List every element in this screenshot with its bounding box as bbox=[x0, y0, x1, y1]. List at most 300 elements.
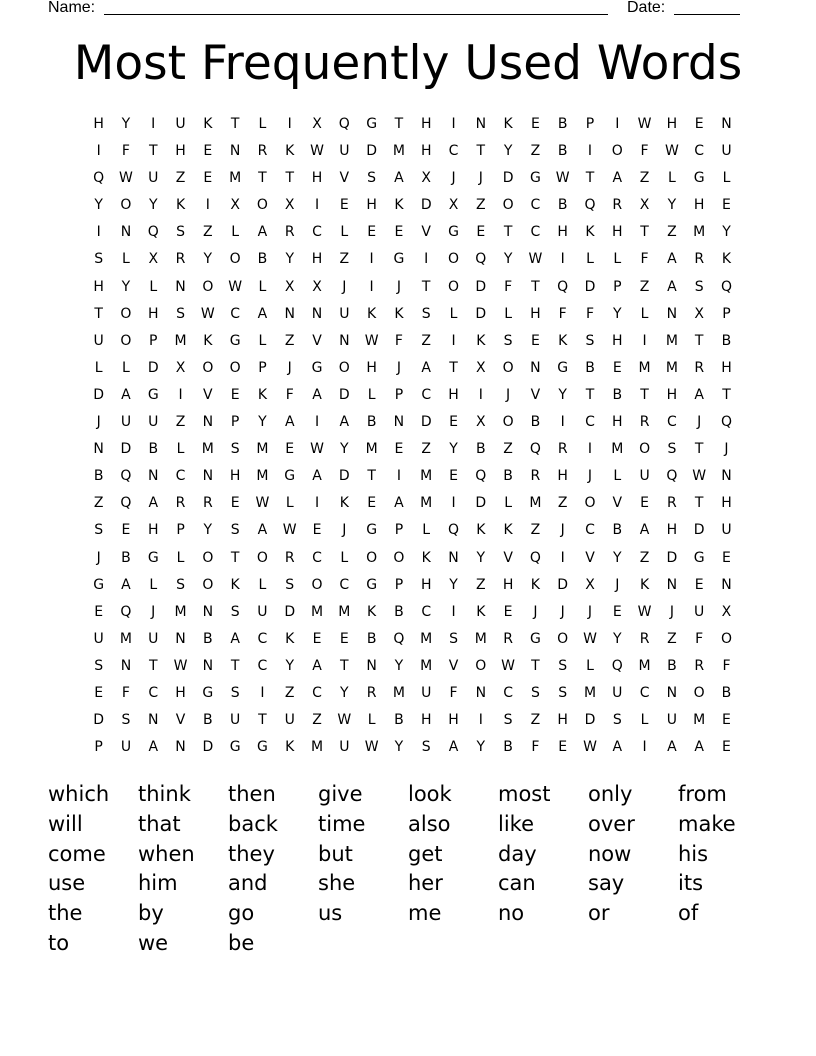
grid-letter: Y bbox=[449, 576, 458, 593]
grid-letter: E bbox=[339, 197, 349, 214]
grid-letter: H bbox=[502, 576, 514, 593]
grid-letter: G bbox=[557, 359, 569, 376]
word-list-item: over bbox=[588, 811, 635, 836]
grid-letter: C bbox=[585, 522, 595, 539]
grid-letter: U bbox=[257, 603, 268, 620]
grid-letter: G bbox=[366, 576, 378, 593]
grid-letter: S bbox=[421, 305, 431, 322]
grid-letter: B bbox=[612, 522, 623, 539]
grid-letter: Y bbox=[613, 549, 622, 566]
grid-letter: U bbox=[339, 739, 350, 756]
grid-letter: E bbox=[694, 116, 704, 132]
grid-letter: O bbox=[120, 197, 132, 214]
grid-letter: L bbox=[504, 305, 512, 322]
grid-letter: J bbox=[560, 603, 565, 620]
grid-letter: T bbox=[94, 305, 103, 322]
grid-letter: D bbox=[93, 386, 105, 403]
grid-letter: U bbox=[666, 712, 677, 729]
grid-letter: B bbox=[366, 630, 377, 647]
grid-letter: J bbox=[342, 278, 347, 295]
grid-letter: Q bbox=[529, 549, 541, 566]
grid-letter: E bbox=[503, 603, 513, 620]
grid-letter: X bbox=[230, 197, 240, 214]
grid-letter: N bbox=[284, 305, 295, 322]
grid-letter: U bbox=[148, 630, 159, 647]
grid-letter: X bbox=[476, 359, 486, 376]
grid-letter: C bbox=[530, 224, 541, 241]
grid-letter: W bbox=[173, 657, 188, 674]
grid-letter: F bbox=[585, 305, 595, 322]
grid-letter: X bbox=[312, 278, 322, 295]
grid-letter: O bbox=[475, 657, 487, 674]
grid-letter: H bbox=[557, 224, 568, 241]
grid-letter: I bbox=[205, 197, 210, 214]
word-list-item: get bbox=[408, 841, 443, 866]
grid-letter: W bbox=[664, 143, 679, 160]
grid-letter: I bbox=[451, 603, 456, 620]
grid-letter: Y bbox=[285, 657, 294, 674]
grid-letter: K bbox=[203, 332, 213, 349]
grid-letter: K bbox=[230, 576, 240, 593]
grid-letter: O bbox=[202, 359, 214, 376]
grid-letter: C bbox=[312, 224, 322, 241]
grid-letter: Z bbox=[175, 170, 186, 187]
grid-letter: I bbox=[478, 386, 483, 403]
grid-letter: Q bbox=[147, 224, 159, 241]
grid-letter: P bbox=[394, 576, 404, 593]
grid-letter: B bbox=[366, 414, 377, 431]
grid-letter: M bbox=[420, 657, 433, 674]
grid-letter: B bbox=[721, 684, 732, 701]
grid-letter: A bbox=[148, 739, 159, 756]
word-list-item: but bbox=[318, 841, 353, 866]
grid-letter: W bbox=[583, 739, 597, 756]
grid-letter: M bbox=[201, 441, 214, 458]
grid-letter: W bbox=[310, 441, 324, 458]
grid-letter: Y bbox=[121, 278, 131, 295]
grid-letter: X bbox=[284, 278, 295, 295]
grid-letter: K bbox=[585, 224, 595, 241]
grid-letter: Z bbox=[530, 522, 541, 539]
grid-letter: G bbox=[393, 251, 405, 268]
grid-letter: N bbox=[448, 549, 459, 566]
grid-letter: A bbox=[312, 657, 322, 674]
grid-letter: M bbox=[256, 441, 269, 458]
grid-letter: E bbox=[203, 143, 213, 160]
grid-letter: M bbox=[229, 170, 242, 187]
grid-letter: T bbox=[694, 332, 704, 349]
grid-letter: E bbox=[558, 739, 568, 756]
grid-letter: B bbox=[394, 603, 404, 620]
grid-letter: O bbox=[720, 630, 732, 647]
grid-letter: S bbox=[558, 684, 568, 701]
grid-letter: H bbox=[229, 468, 241, 485]
grid-letter: M bbox=[665, 359, 678, 376]
grid-letter: S bbox=[230, 441, 240, 458]
grid-letter: V bbox=[339, 170, 350, 187]
grid-letter: Q bbox=[393, 630, 405, 647]
grid-letter: J bbox=[96, 414, 101, 431]
grid-letter: D bbox=[475, 278, 487, 295]
grid-letter: D bbox=[147, 359, 159, 376]
word-list-item: give bbox=[318, 782, 363, 806]
grid-letter: J bbox=[697, 414, 702, 431]
word-list-item: then bbox=[228, 782, 276, 806]
grid-letter: O bbox=[120, 332, 132, 349]
grid-letter: D bbox=[475, 305, 487, 322]
grid-letter: C bbox=[639, 684, 650, 701]
grid-letter: Z bbox=[667, 224, 677, 241]
grid-letter: T bbox=[585, 386, 595, 403]
grid-letter: J bbox=[151, 603, 156, 620]
grid-letter: T bbox=[148, 657, 158, 674]
grid-letter: A bbox=[694, 386, 704, 403]
grid-letter: L bbox=[586, 251, 594, 268]
grid-letter: Q bbox=[584, 197, 596, 214]
grid-letter: O bbox=[693, 684, 705, 701]
grid-letter: S bbox=[94, 657, 104, 674]
grid-letter: Y bbox=[613, 630, 622, 647]
grid-letter: E bbox=[640, 495, 650, 512]
grid-letter: N bbox=[202, 603, 214, 620]
grid-letter: A bbox=[148, 495, 159, 512]
grid-letter: S bbox=[421, 739, 431, 756]
grid-letter: E bbox=[121, 522, 131, 539]
grid-letter: Y bbox=[394, 657, 404, 674]
date-field-line[interactable] bbox=[674, 14, 740, 15]
grid-letter: E bbox=[230, 386, 240, 403]
grid-letter: H bbox=[175, 143, 186, 160]
grid-letter: O bbox=[202, 576, 214, 593]
grid-letter: Y bbox=[476, 739, 486, 756]
grid-letter: B bbox=[503, 739, 513, 756]
grid-letter: W bbox=[200, 305, 215, 322]
grid-letter: I bbox=[615, 116, 620, 132]
grid-letter: M bbox=[420, 468, 433, 485]
grid-letter: P bbox=[230, 414, 240, 431]
grid-letter: J bbox=[451, 170, 456, 187]
grid-letter: W bbox=[501, 657, 516, 674]
grid-letter: J bbox=[478, 170, 483, 187]
grid-letter: E bbox=[367, 224, 377, 241]
grid-letter: H bbox=[420, 116, 432, 132]
word-list-item: us bbox=[318, 901, 343, 926]
grid-letter: L bbox=[258, 332, 267, 349]
grid-letter: O bbox=[393, 549, 405, 566]
grid-letter: A bbox=[121, 386, 131, 403]
grid-letter: Z bbox=[639, 549, 650, 566]
grid-letter: O bbox=[202, 549, 214, 566]
grid-letter: T bbox=[640, 224, 649, 241]
grid-letter: G bbox=[693, 170, 705, 187]
grid-letter: H bbox=[311, 170, 323, 187]
grid-letter: P bbox=[394, 386, 404, 403]
grid-letter: L bbox=[613, 251, 622, 268]
grid-letter: O bbox=[447, 278, 460, 295]
grid-letter: L bbox=[586, 657, 594, 674]
grid-letter: O bbox=[502, 359, 514, 376]
grid-letter: T bbox=[694, 441, 704, 458]
grid-letter: M bbox=[392, 143, 405, 160]
grid-letter: R bbox=[694, 657, 705, 674]
word-list-item: of bbox=[678, 901, 699, 926]
grid-letter: F bbox=[640, 251, 649, 268]
grid-letter: O bbox=[338, 359, 350, 376]
grid-letter: N bbox=[148, 468, 159, 485]
grid-letter: K bbox=[721, 251, 732, 268]
grid-letter: J bbox=[587, 603, 593, 620]
grid-letter: H bbox=[366, 359, 377, 376]
grid-letter: Z bbox=[339, 251, 350, 268]
grid-letter: V bbox=[175, 712, 186, 729]
grid-letter: Q bbox=[611, 657, 623, 674]
grid-letter: G bbox=[693, 549, 705, 566]
grid-letter: X bbox=[284, 197, 295, 214]
grid-letter: S bbox=[585, 332, 595, 349]
grid-letter: Z bbox=[93, 495, 104, 512]
grid-letter: R bbox=[667, 495, 677, 512]
grid-letter: D bbox=[475, 495, 487, 512]
grid-letter: Y bbox=[94, 197, 103, 214]
grid-letter: R bbox=[612, 197, 623, 214]
grid-letter: A bbox=[639, 522, 650, 539]
grid-letter: R bbox=[366, 684, 377, 701]
grid-letter: Z bbox=[667, 630, 677, 647]
grid-letter: L bbox=[231, 224, 240, 241]
grid-letter: L bbox=[367, 386, 376, 403]
grid-letter: K bbox=[285, 630, 295, 647]
word-list-item: or bbox=[588, 901, 610, 926]
grid-letter: D bbox=[366, 143, 377, 160]
grid-letter: S bbox=[694, 278, 704, 295]
grid-letter: Z bbox=[421, 332, 431, 349]
grid-letter: S bbox=[176, 305, 185, 322]
grid-letter: H bbox=[557, 468, 568, 485]
grid-letter: N bbox=[120, 657, 132, 674]
grid-letter: R bbox=[694, 251, 705, 268]
grid-letter: E bbox=[449, 468, 458, 485]
grid-letter: V bbox=[203, 386, 213, 403]
grid-letter: Y bbox=[340, 441, 349, 458]
grid-letter: C bbox=[312, 549, 322, 566]
grid-letter: F bbox=[695, 630, 704, 647]
grid-letter: K bbox=[503, 522, 513, 539]
grid-letter: M bbox=[474, 630, 487, 647]
grid-letter: B bbox=[394, 712, 404, 729]
grid-letter: J bbox=[96, 549, 101, 566]
grid-letter: L bbox=[422, 522, 431, 539]
grid-letter: P bbox=[394, 522, 404, 539]
grid-letter: O bbox=[611, 143, 623, 160]
grid-letter: X bbox=[694, 305, 704, 322]
name-field-line[interactable] bbox=[104, 14, 608, 15]
grid-letter: Y bbox=[613, 305, 622, 322]
grid-letter: Y bbox=[476, 549, 486, 566]
grid-letter: I bbox=[560, 251, 565, 268]
grid-letter: H bbox=[612, 332, 623, 349]
grid-letter: D bbox=[338, 386, 350, 403]
grid-letter: G bbox=[366, 116, 378, 132]
grid-letter: S bbox=[558, 657, 568, 674]
grid-letter: T bbox=[258, 170, 267, 187]
grid-letter: Q bbox=[120, 495, 132, 512]
grid-letter: L bbox=[94, 359, 103, 376]
grid-letter: N bbox=[202, 414, 214, 431]
grid-letter: O bbox=[120, 305, 132, 322]
name-label: Name: bbox=[48, 0, 96, 16]
grid-letter: G bbox=[529, 170, 541, 187]
grid-letter: M bbox=[529, 495, 542, 512]
grid-letter: C bbox=[257, 657, 268, 674]
grid-letter: P bbox=[585, 116, 595, 132]
grid-letter: N bbox=[475, 684, 487, 701]
word-list-item: also bbox=[408, 811, 451, 836]
grid-letter: W bbox=[255, 495, 270, 512]
grid-letter: J bbox=[287, 359, 292, 376]
grid-letter: U bbox=[93, 630, 104, 647]
grid-letter: Q bbox=[120, 603, 132, 620]
grid-letter: B bbox=[148, 441, 159, 458]
grid-letter: Z bbox=[284, 684, 295, 701]
grid-letter: T bbox=[694, 495, 704, 512]
word-list-item: when bbox=[138, 841, 195, 866]
word-list-item: the bbox=[48, 901, 83, 926]
grid-letter: Z bbox=[639, 170, 650, 187]
letter-grid bbox=[85, 114, 740, 764]
grid-letter: Q bbox=[120, 468, 132, 485]
word-list-item: only bbox=[588, 782, 633, 806]
grid-letter: F bbox=[394, 332, 403, 349]
grid-letter: B bbox=[476, 441, 486, 458]
grid-letter: U bbox=[284, 712, 295, 729]
grid-letter: H bbox=[666, 116, 678, 132]
grid-letter: S bbox=[612, 712, 622, 729]
worksheet-header bbox=[48, 0, 748, 20]
grid-letter: N bbox=[148, 712, 159, 729]
grid-letter: A bbox=[257, 224, 268, 241]
grid-letter: S bbox=[230, 603, 240, 620]
word-list bbox=[48, 780, 768, 959]
word-list-item: by bbox=[138, 901, 164, 926]
grid-letter: T bbox=[367, 468, 376, 485]
grid-letter: H bbox=[366, 197, 377, 214]
grid-letter: L bbox=[258, 278, 267, 295]
grid-letter: A bbox=[612, 739, 623, 756]
grid-letter: B bbox=[557, 197, 568, 214]
grid-letter: U bbox=[721, 522, 732, 539]
grid-letter: X bbox=[148, 251, 159, 268]
grid-letter: S bbox=[94, 251, 104, 268]
grid-letter: H bbox=[612, 414, 623, 431]
grid-letter: K bbox=[367, 603, 377, 620]
grid-letter: F bbox=[504, 278, 513, 295]
grid-letter: I bbox=[151, 116, 156, 132]
grid-letter: T bbox=[230, 549, 240, 566]
grid-letter: E bbox=[367, 495, 377, 512]
grid-letter: T bbox=[531, 657, 540, 674]
grid-letter: Q bbox=[720, 278, 732, 295]
grid-letter: U bbox=[339, 143, 350, 160]
grid-letter: L bbox=[258, 576, 267, 593]
grid-letter: S bbox=[449, 630, 458, 647]
grid-letter: E bbox=[230, 495, 240, 512]
grid-letter: A bbox=[612, 170, 623, 187]
grid-letter: H bbox=[448, 386, 459, 403]
grid-letter: M bbox=[119, 630, 132, 647]
grid-letter: K bbox=[558, 332, 568, 349]
grid-letter: O bbox=[229, 251, 241, 268]
grid-letter: H bbox=[557, 712, 568, 729]
grid-letter: F bbox=[558, 305, 567, 322]
grid-letter: F bbox=[722, 657, 731, 674]
grid-letter: F bbox=[121, 684, 130, 701]
grid-letter: U bbox=[694, 603, 705, 620]
grid-letter: J bbox=[669, 603, 674, 620]
grid-letter: E bbox=[722, 197, 731, 214]
grid-letter: M bbox=[310, 739, 324, 756]
grid-letter: X bbox=[721, 603, 732, 620]
grid-letter: A bbox=[667, 278, 677, 295]
grid-letter: P bbox=[149, 332, 158, 349]
grid-letter: L bbox=[258, 116, 267, 132]
word-list-item: him bbox=[138, 871, 178, 896]
word-list-item: be bbox=[228, 930, 255, 955]
grid-letter: V bbox=[503, 549, 513, 566]
grid-letter: D bbox=[120, 441, 132, 458]
grid-letter: Z bbox=[530, 143, 541, 160]
grid-letter: K bbox=[530, 576, 540, 593]
word-list-item: look bbox=[408, 782, 452, 806]
grid-letter: B bbox=[203, 712, 213, 729]
grid-letter: U bbox=[148, 170, 159, 187]
grid-letter: T bbox=[476, 143, 486, 160]
word-list-item: they bbox=[228, 841, 275, 866]
grid-letter: M bbox=[310, 603, 324, 620]
grid-letter: L bbox=[122, 251, 130, 268]
grid-letter: H bbox=[311, 251, 323, 268]
grid-letter: C bbox=[530, 197, 541, 214]
grid-letter: V bbox=[530, 386, 541, 403]
grid-letter: K bbox=[285, 739, 295, 756]
grid-letter: L bbox=[149, 576, 158, 593]
grid-letter: C bbox=[148, 684, 159, 701]
grid-letter: O bbox=[202, 278, 214, 295]
word-list-item: and bbox=[228, 871, 268, 896]
grid-letter: F bbox=[640, 143, 649, 160]
word-list-item: will bbox=[48, 811, 83, 836]
grid-letter: W bbox=[364, 332, 379, 349]
grid-letter: K bbox=[367, 305, 377, 322]
grid-letter: M bbox=[174, 332, 187, 349]
grid-letter: Z bbox=[476, 576, 486, 593]
word-list-item: can bbox=[498, 871, 536, 896]
grid-letter: U bbox=[148, 414, 159, 431]
grid-letter: B bbox=[121, 549, 131, 566]
grid-letter: G bbox=[202, 684, 214, 701]
grid-letter: N bbox=[93, 441, 104, 458]
grid-letter: M bbox=[256, 468, 269, 485]
grid-letter: M bbox=[665, 332, 678, 349]
grid-letter: L bbox=[449, 305, 458, 322]
grid-letter: Y bbox=[503, 251, 513, 268]
word-list-item: say bbox=[588, 871, 625, 896]
grid-letter: L bbox=[504, 495, 512, 512]
grid-letter: C bbox=[339, 576, 350, 593]
grid-letter: E bbox=[694, 576, 704, 593]
grid-letter: R bbox=[175, 495, 186, 512]
grid-letter: E bbox=[722, 712, 731, 729]
grid-letter: A bbox=[312, 386, 322, 403]
